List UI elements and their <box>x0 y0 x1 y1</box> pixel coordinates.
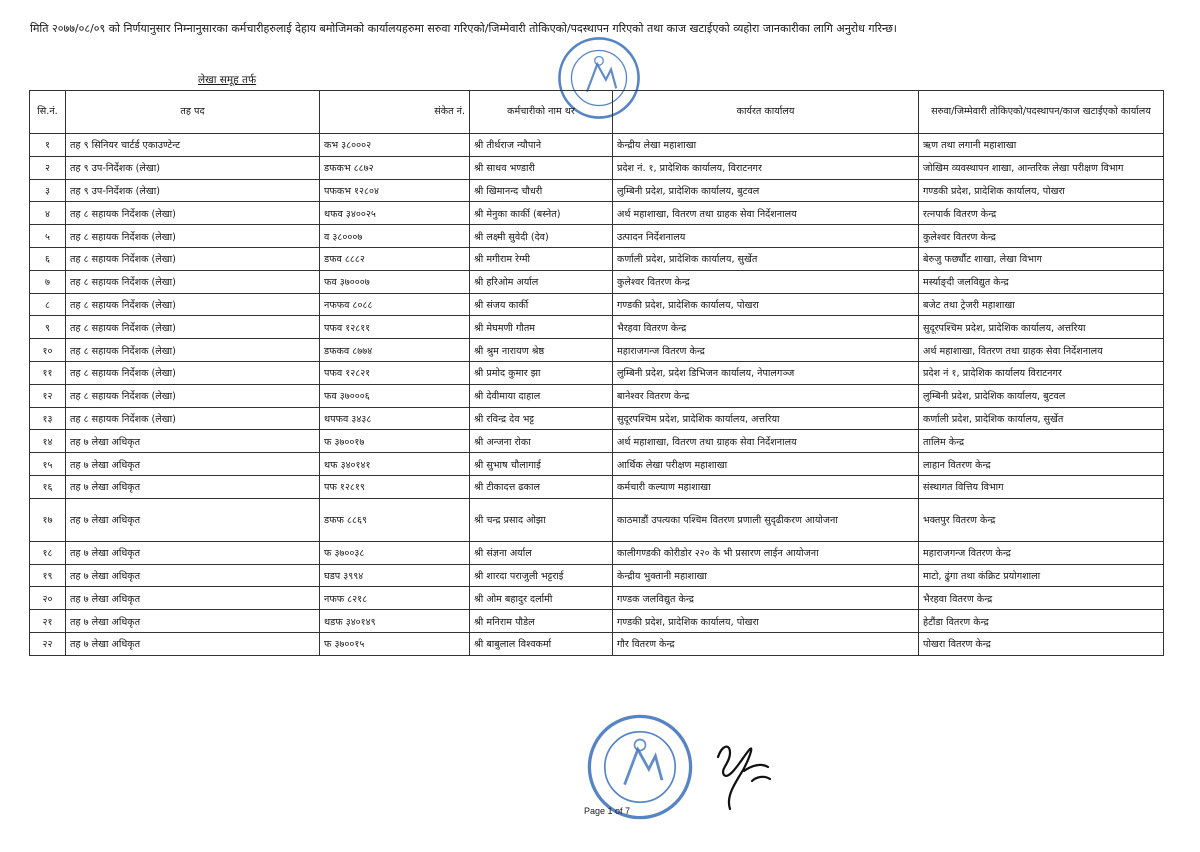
cell-current-office: काठमाडौं उपत्यका पश्चिम वितरण प्रणाली सुदृढीकरण आयोजना <box>613 498 919 541</box>
cell-level-post: तह ८ सहायक निर्देशक (लेखा) <box>66 225 320 248</box>
table-row <box>30 564 1164 587</box>
cell-code: डफफ ८८६९ <box>320 498 470 541</box>
cell-new-office: संस्थागत वित्तिय विभाग <box>919 475 1164 498</box>
cell-current-office: बानेश्वर वितरण केन्द्र <box>613 384 919 407</box>
cell-code: फव ३७०००७ <box>320 270 470 293</box>
cell-current-office: सुदूरपश्चिम प्रदेश, प्रादेशिक कार्यालय, अत्तरिया <box>613 407 919 430</box>
cell-current-office: लुम्बिनी प्रदेश, प्रदेश डिभिजन कार्यालय, नेपालगञ्ज <box>613 361 919 384</box>
cell-employee-name: श्री खिमानन्द चौधरी <box>470 179 613 202</box>
cell-current-office: गण्डक जलविद्युत केन्द्र <box>613 587 919 610</box>
cell-sn: २१ <box>30 610 66 633</box>
cell-sn: १५ <box>30 453 66 476</box>
cell-employee-name: श्री रविन्द्र देव भट्ट <box>470 407 613 430</box>
cell-level-post: तह ८ सहायक निर्देशक (लेखा) <box>66 361 320 384</box>
signature <box>700 735 780 820</box>
cell-new-office: लुम्बिनी प्रदेश, प्रादेशिक कार्यालय, बुटवल <box>919 384 1164 407</box>
table-row <box>30 475 1164 498</box>
table-row <box>30 610 1164 633</box>
cell-new-office: कुलेश्वर वितरण केन्द्र <box>919 225 1164 248</box>
cell-sn: १ <box>30 134 66 157</box>
table-row <box>30 453 1164 476</box>
cell-level-post: तह ७ लेखा अधिकृत <box>66 541 320 564</box>
cell-employee-name: श्री चन्द्र प्रसाद ओझा <box>470 498 613 541</box>
cell-level-post: तह ७ लेखा अधिकृत <box>66 610 320 633</box>
cell-level-post: तह ९ उप-निर्देशक (लेखा) <box>66 156 320 179</box>
cell-level-post: तह ७ लेखा अधिकृत <box>66 430 320 453</box>
cell-new-office: कर्णाली प्रदेश, प्रादेशिक कार्यालय, सुर्खेत <box>919 407 1164 430</box>
cell-sn: १३ <box>30 407 66 430</box>
cell-level-post: तह ७ लेखा अधिकृत <box>66 587 320 610</box>
cell-code: कभ ३८०००२ <box>320 134 470 157</box>
cell-employee-name: श्री शारदा पराजुली भट्टराई <box>470 564 613 587</box>
cell-employee-name: श्री मेघमणी गौतम <box>470 316 613 339</box>
cell-employee-name: श्री संजय कार्की <box>470 293 613 316</box>
table-row <box>30 384 1164 407</box>
cell-current-office: अर्थ महाशाखा, वितरण तथा ग्राहक सेवा निर्देशनालय <box>613 202 919 225</box>
transfer-table <box>29 90 1164 656</box>
cell-sn: १८ <box>30 541 66 564</box>
cell-level-post: तह ७ लेखा अधिकृत <box>66 632 320 655</box>
cell-level-post: तह ८ सहायक निर्देशक (लेखा) <box>66 293 320 316</box>
cell-current-office: कर्मचारी कल्याण महाशाखा <box>613 475 919 498</box>
cell-sn: २ <box>30 156 66 179</box>
cell-current-office: केन्द्रीय भुक्तानी महाशाखा <box>613 564 919 587</box>
header-code: संकेत नं. <box>320 91 470 134</box>
cell-employee-name: श्री लक्ष्मी सुवेदी (देव) <box>470 225 613 248</box>
cell-current-office: लुम्बिनी प्रदेश, प्रादेशिक कार्यालय, बुटवल <box>613 179 919 202</box>
cell-code: फ ३७००१७ <box>320 430 470 453</box>
cell-new-office: ऋण तथा लगानी महाशाखा <box>919 134 1164 157</box>
header-level-post: तह पद <box>66 91 320 134</box>
cell-employee-name: श्री प्रमोद कुमार झा <box>470 361 613 384</box>
cell-code: थफव ३४००२५ <box>320 202 470 225</box>
cell-code: घडप ३९९४ <box>320 564 470 587</box>
cell-code: डफकभ ८८७२ <box>320 156 470 179</box>
cell-current-office: केन्द्रीय लेखा महाशाखा <box>613 134 919 157</box>
cell-sn: २२ <box>30 632 66 655</box>
cell-employee-name: श्री मगीराम रेग्मी <box>470 247 613 270</box>
cell-new-office: बेरुजु फर्छ्यौट शाखा, लेखा विभाग <box>919 247 1164 270</box>
cell-employee-name: श्री देवीमाया दाहाल <box>470 384 613 407</box>
cell-current-office: गण्डकी प्रदेश, प्रादेशिक कार्यालय, पोखरा <box>613 293 919 316</box>
cell-new-office: रत्नपार्क वितरण केन्द्र <box>919 202 1164 225</box>
cell-new-office: हेटौंडा वितरण केन्द्र <box>919 610 1164 633</box>
cell-sn: १२ <box>30 384 66 407</box>
cell-level-post: तह ७ लेखा अधिकृत <box>66 564 320 587</box>
table-row <box>30 270 1164 293</box>
cell-new-office: पोखरा वितरण केन्द्र <box>919 632 1164 655</box>
cell-current-office: उत्पादन निर्देशनालय <box>613 225 919 248</box>
cell-sn: ११ <box>30 361 66 384</box>
cell-sn: ५ <box>30 225 66 248</box>
cell-current-office: प्रदेश नं. १, प्रादेशिक कार्यालय, विराटनगर <box>613 156 919 179</box>
page-footer: Page 1 of 7 <box>584 806 631 816</box>
cell-sn: २० <box>30 587 66 610</box>
cell-level-post: तह ८ सहायक निर्देशक (लेखा) <box>66 202 320 225</box>
cell-employee-name: श्री मनिराम पौडेल <box>470 610 613 633</box>
cell-sn: ९ <box>30 316 66 339</box>
cell-new-office: भैरहवा वितरण केन्द्र <box>919 587 1164 610</box>
cell-new-office: जोखिम व्यवस्थापन शाखा, आन्तरिक लेखा परीक्षण विभाग <box>919 156 1164 179</box>
cell-sn: १४ <box>30 430 66 453</box>
table-row <box>30 134 1164 157</box>
table-row <box>30 339 1164 362</box>
header-new-office: सरुवा/जिम्मेवारी तोकिएको/पदस्थापन/काज खटाईएको कार्यालय <box>919 91 1164 134</box>
section-title: लेखा समूह तर्फ <box>198 74 257 86</box>
cell-level-post: तह ९ सिनियर चार्टर्ड एकाउण्टेन्ट <box>66 134 320 157</box>
table-row <box>30 202 1164 225</box>
cell-sn: १६ <box>30 475 66 498</box>
cell-code: डफकव ८७७४ <box>320 339 470 362</box>
cell-employee-name: श्री मेनुका कार्की (बस्नेत) <box>470 202 613 225</box>
cell-code: थडफ ३४०१४९ <box>320 610 470 633</box>
table-row <box>30 225 1164 248</box>
cell-sn: ६ <box>30 247 66 270</box>
cell-level-post: तह ८ सहायक निर्देशक (लेखा) <box>66 407 320 430</box>
cell-sn: १० <box>30 339 66 362</box>
table-row <box>30 179 1164 202</box>
cell-level-post: तह ८ सहायक निर्देशक (लेखा) <box>66 247 320 270</box>
cell-employee-name: श्री साधव भण्डारी <box>470 156 613 179</box>
cell-code: फ ३७००३८ <box>320 541 470 564</box>
table-row <box>30 498 1164 541</box>
cell-current-office: गौर वितरण केन्द्र <box>613 632 919 655</box>
cell-code: डफव ८८८२ <box>320 247 470 270</box>
cell-level-post: तह ८ सहायक निर्देशक (लेखा) <box>66 339 320 362</box>
cell-code: नफफ ८२१८ <box>320 587 470 610</box>
table-row <box>30 361 1164 384</box>
cell-new-office: अर्थ महाशाखा, वितरण तथा ग्राहक सेवा निर्देशनालय <box>919 339 1164 362</box>
table-row <box>30 632 1164 655</box>
cell-employee-name: श्री बाबुलाल विश्वकर्मा <box>470 632 613 655</box>
table-row <box>30 156 1164 179</box>
cell-current-office: कालीगण्डकी कोरीडोर २२० के भी प्रसारण लाईन आयोजना <box>613 541 919 564</box>
cell-level-post: तह ७ लेखा अधिकृत <box>66 453 320 476</box>
cell-sn: १९ <box>30 564 66 587</box>
cell-current-office: भैरहवा वितरण केन्द्र <box>613 316 919 339</box>
cell-sn: ४ <box>30 202 66 225</box>
cell-employee-name: श्री टीकादत्त ढकाल <box>470 475 613 498</box>
table-row <box>30 407 1164 430</box>
table-row <box>30 316 1164 339</box>
cell-sn: ७ <box>30 270 66 293</box>
cell-employee-name: श्री संज्ञना अर्याल <box>470 541 613 564</box>
cell-code: थफ ३४०१४१ <box>320 453 470 476</box>
table-header-row <box>30 91 1164 134</box>
cell-employee-name: श्री अन्जना रोका <box>470 430 613 453</box>
cell-sn: ८ <box>30 293 66 316</box>
cell-employee-name: श्री ओम बहादुर दर्लामी <box>470 587 613 610</box>
table-row <box>30 541 1164 564</box>
cell-level-post: तह ८ सहायक निर्देशक (लेखा) <box>66 270 320 293</box>
cell-level-post: तह ९ उप-निर्देशक (लेखा) <box>66 179 320 202</box>
intro-paragraph: मिति २०७७/०८/०९ को निर्णयानुसार निम्नानुसारका कर्मचारीहरुलाई देहाय बमोजिमको कार्यालयहरुमा सरुवा गरिएको/जिम्मेवारी तोकिएको/पदस्थापन गरिएको तथा काज खटाईएको व्यहोरा जानकारीका लागि अनुरोध गरिन्छ। <box>30 22 897 35</box>
cell-code: थपफव ३४३८ <box>320 407 470 430</box>
cell-level-post: तह ८ सहायक निर्देशक (लेखा) <box>66 384 320 407</box>
cell-code: पफव १२८११ <box>320 316 470 339</box>
cell-new-office: भक्तपुर वितरण केन्द्र <box>919 498 1164 541</box>
cell-new-office: गण्डकी प्रदेश, प्रादेशिक कार्यालय, पोखरा <box>919 179 1164 202</box>
cell-code: पफव १२८२१ <box>320 361 470 384</box>
cell-code: नफफव ८०८८ <box>320 293 470 316</box>
cell-level-post: तह ८ सहायक निर्देशक (लेखा) <box>66 316 320 339</box>
cell-new-office: मर्स्याङ्दी जलविद्युत केन्द्र <box>919 270 1164 293</box>
cell-sn: १७ <box>30 498 66 541</box>
cell-code: फव ३७०००६ <box>320 384 470 407</box>
header-sn: सि.नं. <box>30 91 66 134</box>
table-row <box>30 247 1164 270</box>
cell-new-office: प्रदेश नं १, प्रादेशिक कार्यालय विराटनगर <box>919 361 1164 384</box>
cell-current-office: कुलेश्वर वितरण केन्द्र <box>613 270 919 293</box>
cell-employee-name: श्री तीर्थराज न्यौपाने <box>470 134 613 157</box>
cell-new-office: माटो, ढुंगा तथा कंक्रिट प्रयोगशाला <box>919 564 1164 587</box>
cell-new-office: महाराजगन्ज वितरण केन्द्र <box>919 541 1164 564</box>
cell-code: पफ १२८१९ <box>320 475 470 498</box>
cell-employee-name: श्री हरिओम अर्याल <box>470 270 613 293</box>
cell-new-office: बजेट तथा ट्रेजरी महाशाखा <box>919 293 1164 316</box>
cell-code: फ ३७००१५ <box>320 632 470 655</box>
cell-level-post: तह ७ लेखा अधिकृत <box>66 475 320 498</box>
table-row <box>30 293 1164 316</box>
header-current-office: कार्यरत कार्यालय <box>613 91 919 134</box>
cell-current-office: गण्डकी प्रदेश, प्रादेशिक कार्यालय, पोखरा <box>613 610 919 633</box>
header-employee-name: कर्मचारीको नाम थर <box>470 91 613 134</box>
cell-level-post: तह ७ लेखा अधिकृत <box>66 498 320 541</box>
cell-employee-name: श्री सुभाष चौलागाई <box>470 453 613 476</box>
cell-code: पफकभ १२८०४ <box>320 179 470 202</box>
cell-new-office: लाहान वितरण केन्द्र <box>919 453 1164 476</box>
cell-employee-name: श्री श्रुम नारायण श्रेष्ठ <box>470 339 613 362</box>
cell-sn: ३ <box>30 179 66 202</box>
cell-current-office: आर्थिक लेखा परीक्षण महाशाखा <box>613 453 919 476</box>
table-row <box>30 430 1164 453</box>
cell-code: व ३८०००७ <box>320 225 470 248</box>
cell-current-office: कर्णाली प्रदेश, प्रादेशिक कार्यालय, सुर्खेत <box>613 247 919 270</box>
cell-current-office: अर्थ महाशाखा, वितरण तथा ग्राहक सेवा निर्देशनालय <box>613 430 919 453</box>
cell-current-office: महाराजगन्ज वितरण केन्द्र <box>613 339 919 362</box>
cell-new-office: सुदूरपश्चिम प्रदेश, प्रादेशिक कार्यालय, अत्तरिया <box>919 316 1164 339</box>
cell-new-office: तालिम केन्द्र <box>919 430 1164 453</box>
table-row <box>30 587 1164 610</box>
